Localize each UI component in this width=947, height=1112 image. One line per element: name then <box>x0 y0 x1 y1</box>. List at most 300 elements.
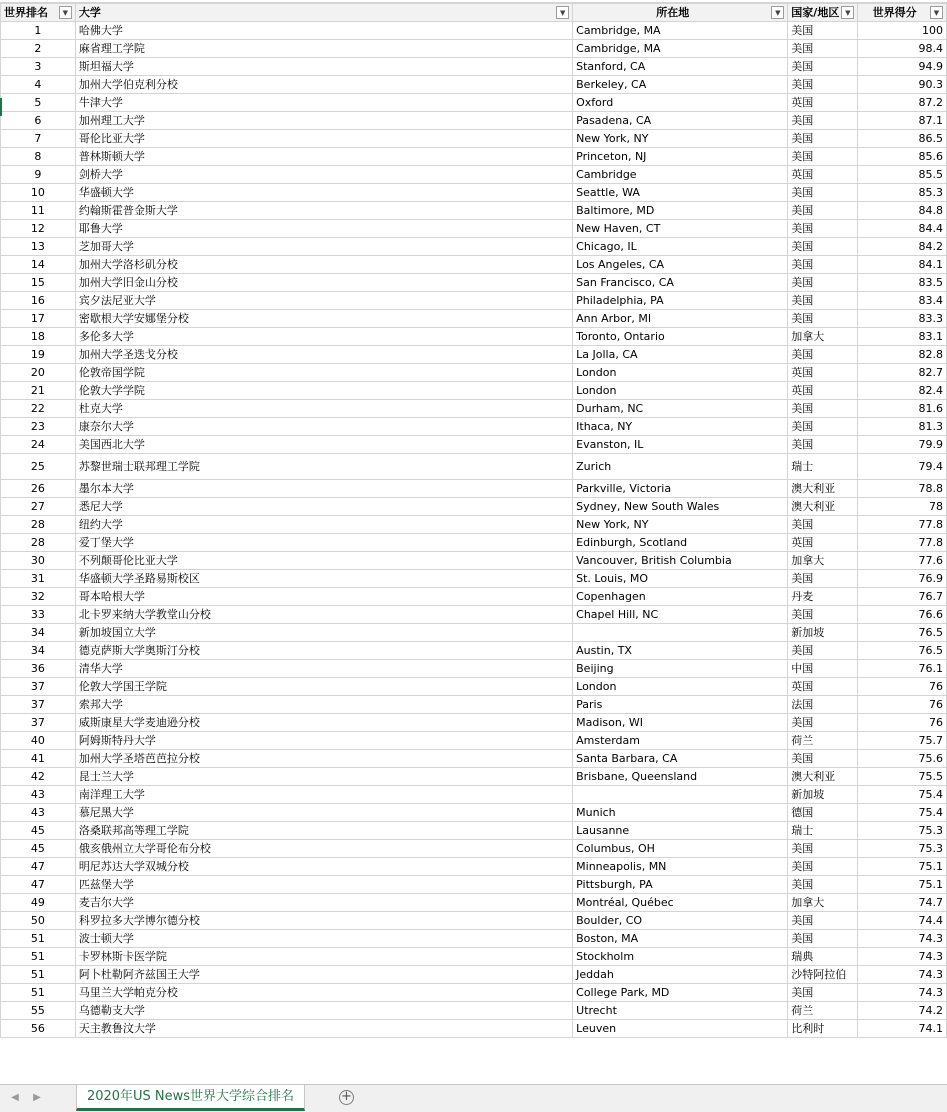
cell-cty[interactable]: 美国 <box>788 148 858 166</box>
cell-univ[interactable]: 阿姆斯特丹大学 <box>75 732 572 750</box>
cell-score[interactable]: 86.5 <box>858 130 947 148</box>
table-row <box>1 22 947 40</box>
cell-score[interactable]: 76.6 <box>858 606 947 624</box>
cell-cty[interactable]: 美国 <box>788 642 858 660</box>
cell-univ[interactable]: 哥伦比亚大学 <box>75 130 572 148</box>
cell-rank[interactable]: 25 <box>1 454 76 480</box>
cell-score[interactable]: 94.9 <box>858 58 947 76</box>
cell-loc[interactable]: New Haven, CT <box>573 220 788 238</box>
cell-rank[interactable]: 43 <box>1 786 76 804</box>
cell-univ[interactable]: 麦吉尔大学 <box>75 894 572 912</box>
cell-loc[interactable]: Amsterdam <box>573 732 788 750</box>
header-rank[interactable] <box>1 4 76 22</box>
cell-score[interactable]: 76.9 <box>858 570 947 588</box>
cell-loc[interactable]: Utrecht <box>573 1002 788 1020</box>
cell-rank[interactable]: 8 <box>1 148 76 166</box>
cell-loc[interactable]: Pittsburgh, PA <box>573 876 788 894</box>
cell-loc[interactable]: Zurich <box>573 454 788 480</box>
cell-cty[interactable]: 美国 <box>788 256 858 274</box>
cell-cty[interactable]: 美国 <box>788 202 858 220</box>
cell-rank[interactable]: 37 <box>1 714 76 732</box>
cell-cty[interactable]: 美国 <box>788 570 858 588</box>
cell-univ[interactable]: 多伦多大学 <box>75 328 572 346</box>
cell-score[interactable]: 79.4 <box>858 454 947 480</box>
cell-loc[interactable]: New York, NY <box>573 130 788 148</box>
cell-univ[interactable]: 加州理工大学 <box>75 112 572 130</box>
cell-cty[interactable]: 美国 <box>788 930 858 948</box>
cell-cty[interactable]: 美国 <box>788 112 858 130</box>
cell-cty[interactable]: 英国 <box>788 166 858 184</box>
cell-loc[interactable]: Brisbane, Queensland <box>573 768 788 786</box>
cell-score[interactable]: 84.4 <box>858 220 947 238</box>
cell-univ[interactable]: 乌德勒支大学 <box>75 1002 572 1020</box>
cell-univ[interactable]: 索邦大学 <box>75 696 572 714</box>
cell-loc[interactable]: Durham, NC <box>573 400 788 418</box>
prev-sheet-arrow-icon[interactable]: ◀ <box>11 1092 19 1103</box>
cell-univ[interactable]: 南洋理工大学 <box>75 786 572 804</box>
cell-loc[interactable]: Minneapolis, MN <box>573 858 788 876</box>
cell-univ[interactable]: 哥本哈根大学 <box>75 588 572 606</box>
cell-univ[interactable]: 伦敦大学学院 <box>75 382 572 400</box>
cell-rank[interactable]: 3 <box>1 58 76 76</box>
cell-rank[interactable]: 24 <box>1 436 76 454</box>
cell-score[interactable]: 81.3 <box>858 418 947 436</box>
cell-loc[interactable]: Leuven <box>573 1020 788 1038</box>
cell-rank[interactable]: 45 <box>1 822 76 840</box>
cell-loc[interactable]: San Francisco, CA <box>573 274 788 292</box>
cell-cty[interactable]: 英国 <box>788 534 858 552</box>
cell-score[interactable]: 75.1 <box>858 876 947 894</box>
cell-score[interactable]: 74.2 <box>858 1002 947 1020</box>
cell-cty[interactable]: 美国 <box>788 606 858 624</box>
cell-univ[interactable]: 约翰斯霍普金斯大学 <box>75 202 572 220</box>
header-location[interactable] <box>573 4 788 22</box>
cell-score[interactable]: 75.5 <box>858 768 947 786</box>
cell-score[interactable]: 85.6 <box>858 148 947 166</box>
cell-univ[interactable]: 俄亥俄州立大学哥伦布分校 <box>75 840 572 858</box>
cell-univ[interactable]: 慕尼黑大学 <box>75 804 572 822</box>
cell-cty[interactable]: 法国 <box>788 696 858 714</box>
cell-cty[interactable]: 瑞士 <box>788 454 858 480</box>
cell-cty[interactable]: 美国 <box>788 184 858 202</box>
cell-univ[interactable]: 纽约大学 <box>75 516 572 534</box>
cell-score[interactable]: 74.1 <box>858 1020 947 1038</box>
cell-univ[interactable]: 哈佛大学 <box>75 22 572 40</box>
cell-univ[interactable]: 科罗拉多大学博尔德分校 <box>75 912 572 930</box>
cell-loc[interactable]: London <box>573 678 788 696</box>
cell-univ[interactable]: 麻省理工学院 <box>75 40 572 58</box>
cell-cty[interactable]: 美国 <box>788 516 858 534</box>
cell-loc[interactable]: Baltimore, MD <box>573 202 788 220</box>
cell-loc[interactable]: Jeddah <box>573 966 788 984</box>
cell-cty[interactable]: 加拿大 <box>788 328 858 346</box>
cell-score[interactable]: 74.3 <box>858 930 947 948</box>
cell-univ[interactable]: 加州大学圣迭戈分校 <box>75 346 572 364</box>
cell-cty[interactable]: 加拿大 <box>788 894 858 912</box>
cell-loc[interactable]: Oxford <box>573 94 788 112</box>
cell-rank[interactable]: 1 <box>1 22 76 40</box>
cell-cty[interactable]: 美国 <box>788 310 858 328</box>
cell-univ[interactable]: 加州大学伯克利分校 <box>75 76 572 94</box>
cell-univ[interactable]: 牛津大学 <box>75 94 572 112</box>
cell-loc[interactable]: Sydney, New South Wales <box>573 498 788 516</box>
cell-rank[interactable]: 10 <box>1 184 76 202</box>
cell-loc[interactable]: St. Louis, MO <box>573 570 788 588</box>
cell-cty[interactable]: 新加坡 <box>788 624 858 642</box>
cell-score[interactable]: 82.4 <box>858 382 947 400</box>
cell-score[interactable]: 83.4 <box>858 292 947 310</box>
cell-cty[interactable]: 美国 <box>788 418 858 436</box>
cell-rank[interactable]: 18 <box>1 328 76 346</box>
cell-score[interactable]: 76 <box>858 678 947 696</box>
cell-score[interactable]: 83.5 <box>858 274 947 292</box>
cell-score[interactable]: 75.1 <box>858 858 947 876</box>
cell-loc[interactable]: Boulder, CO <box>573 912 788 930</box>
cell-univ[interactable]: 新加坡国立大学 <box>75 624 572 642</box>
cell-rank[interactable]: 47 <box>1 876 76 894</box>
cell-score[interactable]: 98.4 <box>858 40 947 58</box>
cell-univ[interactable]: 明尼苏达大学双城分校 <box>75 858 572 876</box>
cell-loc[interactable] <box>573 786 788 804</box>
cell-loc[interactable]: Ithaca, NY <box>573 418 788 436</box>
cell-loc[interactable]: Toronto, Ontario <box>573 328 788 346</box>
cell-cty[interactable]: 英国 <box>788 364 858 382</box>
cell-score[interactable]: 75.3 <box>858 840 947 858</box>
cell-loc[interactable]: Munich <box>573 804 788 822</box>
cell-loc[interactable]: Los Angeles, CA <box>573 256 788 274</box>
cell-score[interactable]: 76 <box>858 696 947 714</box>
cell-rank[interactable]: 16 <box>1 292 76 310</box>
cell-univ[interactable]: 美国西北大学 <box>75 436 572 454</box>
cell-rank[interactable]: 13 <box>1 238 76 256</box>
filter-dropdown-icon[interactable]: ▼ <box>556 6 569 19</box>
cell-score[interactable]: 84.2 <box>858 238 947 256</box>
cell-loc[interactable]: Chapel Hill, NC <box>573 606 788 624</box>
cell-univ[interactable]: 清华大学 <box>75 660 572 678</box>
cell-univ[interactable]: 匹兹堡大学 <box>75 876 572 894</box>
cell-score[interactable]: 74.7 <box>858 894 947 912</box>
cell-loc[interactable]: Montréal, Québec <box>573 894 788 912</box>
cell-univ[interactable]: 加州大学洛杉矶分校 <box>75 256 572 274</box>
table-row <box>1 1002 947 1020</box>
cell-cty[interactable]: 美国 <box>788 238 858 256</box>
header-score[interactable] <box>858 4 947 22</box>
cell-loc[interactable]: Princeton, NJ <box>573 148 788 166</box>
cell-rank[interactable]: 28 <box>1 516 76 534</box>
cell-score[interactable]: 76.5 <box>858 624 947 642</box>
header-country[interactable] <box>788 4 858 22</box>
cell-score[interactable]: 82.7 <box>858 364 947 382</box>
cell-score[interactable]: 90.3 <box>858 76 947 94</box>
cell-univ[interactable]: 爱丁堡大学 <box>75 534 572 552</box>
cell-score[interactable]: 85.5 <box>858 166 947 184</box>
cell-loc[interactable]: Austin, TX <box>573 642 788 660</box>
table-row <box>1 966 947 984</box>
cell-rank[interactable]: 49 <box>1 894 76 912</box>
cell-cty[interactable]: 美国 <box>788 220 858 238</box>
add-sheet-icon[interactable]: + <box>339 1090 354 1105</box>
cell-score[interactable]: 74.3 <box>858 948 947 966</box>
cell-rank[interactable]: 22 <box>1 400 76 418</box>
table-row <box>1 328 947 346</box>
cell-cty[interactable]: 美国 <box>788 274 858 292</box>
cell-cty[interactable]: 澳大利亚 <box>788 768 858 786</box>
cell-loc[interactable]: London <box>573 382 788 400</box>
cell-loc[interactable]: Madison, WI <box>573 714 788 732</box>
filter-dropdown-icon[interactable]: ▼ <box>59 6 72 19</box>
cell-rank[interactable]: 51 <box>1 948 76 966</box>
cell-rank[interactable]: 4 <box>1 76 76 94</box>
cell-rank[interactable]: 6 <box>1 112 76 130</box>
cell-rank[interactable]: 17 <box>1 310 76 328</box>
cell-loc[interactable]: Lausanne <box>573 822 788 840</box>
cell-loc[interactable]: New York, NY <box>573 516 788 534</box>
cell-rank[interactable]: 50 <box>1 912 76 930</box>
cell-loc[interactable]: Cambridge, MA <box>573 40 788 58</box>
cell-rank[interactable]: 32 <box>1 588 76 606</box>
cell-loc[interactable]: Vancouver, British Columbia <box>573 552 788 570</box>
cell-cty[interactable]: 新加坡 <box>788 786 858 804</box>
cell-cty[interactable]: 比利时 <box>788 1020 858 1038</box>
cell-score[interactable]: 74.3 <box>858 966 947 984</box>
cell-loc[interactable]: Berkeley, CA <box>573 76 788 94</box>
cell-univ[interactable]: 宾夕法尼亚大学 <box>75 292 572 310</box>
cell-rank[interactable]: 19 <box>1 346 76 364</box>
cell-univ[interactable]: 北卡罗来纳大学教堂山分校 <box>75 606 572 624</box>
cell-rank[interactable]: 40 <box>1 732 76 750</box>
cell-rank[interactable]: 14 <box>1 256 76 274</box>
cell-cty[interactable]: 美国 <box>788 714 858 732</box>
cell-loc[interactable]: Parkville, Victoria <box>573 480 788 498</box>
cell-cty[interactable]: 美国 <box>788 912 858 930</box>
cell-univ[interactable]: 芝加哥大学 <box>75 238 572 256</box>
cell-loc[interactable]: London <box>573 364 788 382</box>
cell-univ[interactable]: 墨尔本大学 <box>75 480 572 498</box>
cell-rank[interactable]: 51 <box>1 966 76 984</box>
cell-score[interactable]: 83.3 <box>858 310 947 328</box>
cell-univ[interactable]: 昆士兰大学 <box>75 768 572 786</box>
filter-dropdown-icon[interactable]: ▼ <box>841 6 854 19</box>
cell-rank[interactable]: 2 <box>1 40 76 58</box>
table-row <box>1 184 947 202</box>
cell-score[interactable]: 81.6 <box>858 400 947 418</box>
cell-univ[interactable]: 普林斯顿大学 <box>75 148 572 166</box>
cell-score[interactable]: 75.4 <box>858 786 947 804</box>
cell-univ[interactable]: 康奈尔大学 <box>75 418 572 436</box>
cell-univ[interactable]: 密歇根大学安娜堡分校 <box>75 310 572 328</box>
cell-cty[interactable]: 美国 <box>788 346 858 364</box>
cell-score[interactable]: 85.3 <box>858 184 947 202</box>
cell-rank[interactable]: 34 <box>1 642 76 660</box>
cell-loc[interactable]: Pasadena, CA <box>573 112 788 130</box>
cell-score[interactable]: 84.8 <box>858 202 947 220</box>
cell-rank[interactable]: 31 <box>1 570 76 588</box>
cell-rank[interactable]: 7 <box>1 130 76 148</box>
cell-loc[interactable]: Boston, MA <box>573 930 788 948</box>
cell-rank[interactable]: 15 <box>1 274 76 292</box>
cell-univ[interactable]: 天主教鲁汶大学 <box>75 1020 572 1038</box>
cell-loc[interactable]: Chicago, IL <box>573 238 788 256</box>
cell-rank[interactable]: 30 <box>1 552 76 570</box>
cell-rank[interactable]: 20 <box>1 364 76 382</box>
cell-univ[interactable]: 加州大学圣塔芭芭拉分校 <box>75 750 572 768</box>
cell-rank[interactable]: 5 <box>1 94 76 112</box>
cell-loc[interactable]: La Jolla, CA <box>573 346 788 364</box>
cell-cty[interactable]: 美国 <box>788 840 858 858</box>
cell-cty[interactable]: 美国 <box>788 984 858 1002</box>
cell-univ[interactable]: 斯坦福大学 <box>75 58 572 76</box>
cell-univ[interactable]: 苏黎世瑞士联邦理工学院 <box>75 454 572 480</box>
cell-score[interactable]: 76.5 <box>858 642 947 660</box>
cell-score[interactable]: 77.6 <box>858 552 947 570</box>
cell-score[interactable]: 78.8 <box>858 480 947 498</box>
cell-rank[interactable]: 27 <box>1 498 76 516</box>
cell-univ[interactable]: 华盛顿大学 <box>75 184 572 202</box>
cell-cty[interactable]: 澳大利亚 <box>788 498 858 516</box>
cell-rank[interactable]: 26 <box>1 480 76 498</box>
cell-loc[interactable]: Philadelphia, PA <box>573 292 788 310</box>
cell-rank[interactable]: 12 <box>1 220 76 238</box>
cell-rank[interactable]: 51 <box>1 984 76 1002</box>
cell-cty[interactable]: 美国 <box>788 858 858 876</box>
cell-cty[interactable]: 英国 <box>788 678 858 696</box>
cell-loc[interactable]: Cambridge <box>573 166 788 184</box>
cell-cty[interactable]: 加拿大 <box>788 552 858 570</box>
cell-rank[interactable]: 42 <box>1 768 76 786</box>
cell-univ[interactable]: 威斯康星大学麦迪逊分校 <box>75 714 572 732</box>
cell-univ[interactable]: 杜克大学 <box>75 400 572 418</box>
cell-loc[interactable]: Columbus, OH <box>573 840 788 858</box>
cell-univ[interactable]: 伦敦大学国王学院 <box>75 678 572 696</box>
cell-score[interactable]: 74.3 <box>858 984 947 1002</box>
cell-loc[interactable]: Copenhagen <box>573 588 788 606</box>
cell-univ[interactable]: 德克萨斯大学奥斯汀分校 <box>75 642 572 660</box>
cell-score[interactable]: 79.9 <box>858 436 947 454</box>
cell-rank[interactable]: 21 <box>1 382 76 400</box>
cell-cty[interactable]: 美国 <box>788 40 858 58</box>
cell-score[interactable]: 78 <box>858 498 947 516</box>
next-sheet-arrow-icon[interactable]: ▶ <box>33 1092 41 1103</box>
cell-score[interactable]: 82.8 <box>858 346 947 364</box>
cell-univ[interactable]: 悉尼大学 <box>75 498 572 516</box>
cell-score[interactable]: 76 <box>858 714 947 732</box>
cell-loc[interactable]: Evanston, IL <box>573 436 788 454</box>
cell-score[interactable]: 75.6 <box>858 750 947 768</box>
cell-rank[interactable]: 36 <box>1 660 76 678</box>
cell-score[interactable]: 77.8 <box>858 516 947 534</box>
table-row <box>1 624 947 642</box>
cell-cty[interactable]: 英国 <box>788 382 858 400</box>
cell-cty[interactable]: 瑞典 <box>788 948 858 966</box>
cell-cty[interactable]: 瑞士 <box>788 822 858 840</box>
cell-rank[interactable]: 55 <box>1 1002 76 1020</box>
cell-rank[interactable]: 23 <box>1 418 76 436</box>
filter-dropdown-icon[interactable]: ▼ <box>771 6 784 19</box>
cell-loc[interactable]: Ann Arbor, MI <box>573 310 788 328</box>
cell-score[interactable]: 83.1 <box>858 328 947 346</box>
cell-score[interactable]: 77.8 <box>858 534 947 552</box>
cell-univ[interactable]: 马里兰大学帕克分校 <box>75 984 572 1002</box>
cell-cty[interactable]: 丹麦 <box>788 588 858 606</box>
cell-loc[interactable]: Santa Barbara, CA <box>573 750 788 768</box>
cell-univ[interactable]: 波士顿大学 <box>75 930 572 948</box>
cell-cty[interactable]: 英国 <box>788 94 858 112</box>
cell-loc[interactable]: Stanford, CA <box>573 58 788 76</box>
cell-loc[interactable] <box>573 624 788 642</box>
cell-score[interactable]: 75.4 <box>858 804 947 822</box>
cell-rank[interactable]: 9 <box>1 166 76 184</box>
cell-loc[interactable]: Beijing <box>573 660 788 678</box>
cell-rank[interactable]: 56 <box>1 1020 76 1038</box>
cell-rank[interactable]: 47 <box>1 858 76 876</box>
cell-loc[interactable]: Paris <box>573 696 788 714</box>
cell-univ[interactable]: 不列颠哥伦比亚大学 <box>75 552 572 570</box>
cell-loc[interactable]: Edinburgh, Scotland <box>573 534 788 552</box>
cell-cty[interactable]: 德国 <box>788 804 858 822</box>
cell-rank[interactable]: 37 <box>1 696 76 714</box>
cell-score[interactable]: 75.3 <box>858 822 947 840</box>
cell-univ[interactable]: 华盛顿大学圣路易斯校区 <box>75 570 572 588</box>
cell-loc[interactable]: Seattle, WA <box>573 184 788 202</box>
cell-cty[interactable]: 美国 <box>788 76 858 94</box>
cell-rank[interactable]: 33 <box>1 606 76 624</box>
cell-univ[interactable]: 耶鲁大学 <box>75 220 572 238</box>
cell-score[interactable]: 87.2 <box>858 94 947 112</box>
cell-cty[interactable]: 美国 <box>788 750 858 768</box>
cell-cty[interactable]: 美国 <box>788 130 858 148</box>
cell-univ[interactable]: 剑桥大学 <box>75 166 572 184</box>
header-university[interactable] <box>75 4 572 22</box>
cell-loc[interactable]: Cambridge, MA <box>573 22 788 40</box>
cell-rank[interactable]: 34 <box>1 624 76 642</box>
cell-cty[interactable]: 中国 <box>788 660 858 678</box>
cell-rank[interactable]: 43 <box>1 804 76 822</box>
cell-univ[interactable]: 加州大学旧金山分校 <box>75 274 572 292</box>
cell-univ[interactable]: 伦敦帝国学院 <box>75 364 572 382</box>
cell-cty[interactable]: 美国 <box>788 58 858 76</box>
cell-score[interactable]: 76.7 <box>858 588 947 606</box>
cell-univ[interactable]: 阿卜杜勒阿齐兹国王大学 <box>75 966 572 984</box>
cell-cty[interactable]: 沙特阿拉伯 <box>788 966 858 984</box>
cell-cty[interactable]: 美国 <box>788 876 858 894</box>
cell-cty[interactable]: 美国 <box>788 292 858 310</box>
cell-cty[interactable]: 美国 <box>788 400 858 418</box>
cell-score[interactable]: 84.1 <box>858 256 947 274</box>
cell-univ[interactable]: 洛桑联邦高等理工学院 <box>75 822 572 840</box>
filter-dropdown-icon[interactable]: ▼ <box>930 6 943 19</box>
cell-score[interactable]: 100 <box>858 22 947 40</box>
sheet-tab-rankings[interactable]: 2020年US News世界大学综合排名 <box>76 1085 305 1111</box>
cell-loc[interactable]: College Park, MD <box>573 984 788 1002</box>
cell-cty[interactable]: 澳大利亚 <box>788 480 858 498</box>
cell-rank[interactable]: 45 <box>1 840 76 858</box>
cell-score[interactable]: 74.4 <box>858 912 947 930</box>
cell-loc[interactable]: Stockholm <box>573 948 788 966</box>
cell-rank[interactable]: 51 <box>1 930 76 948</box>
cell-score[interactable]: 87.1 <box>858 112 947 130</box>
cell-cty[interactable]: 荷兰 <box>788 1002 858 1020</box>
cell-score[interactable]: 76.1 <box>858 660 947 678</box>
cell-univ[interactable]: 卡罗林斯卡医学院 <box>75 948 572 966</box>
cell-cty[interactable]: 美国 <box>788 436 858 454</box>
cell-rank[interactable]: 41 <box>1 750 76 768</box>
cell-rank[interactable]: 37 <box>1 678 76 696</box>
cell-score[interactable]: 75.7 <box>858 732 947 750</box>
cell-rank[interactable]: 11 <box>1 202 76 220</box>
cell-rank[interactable]: 28 <box>1 534 76 552</box>
cell-cty[interactable]: 美国 <box>788 22 858 40</box>
cell-cty[interactable]: 荷兰 <box>788 732 858 750</box>
